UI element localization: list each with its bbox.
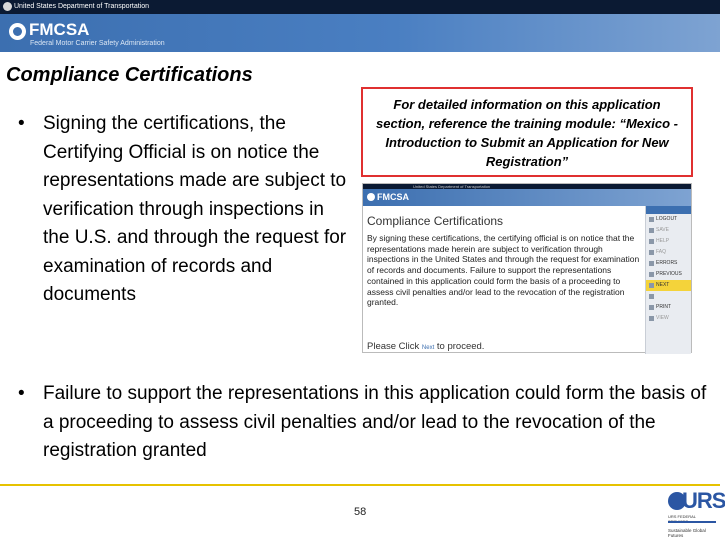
prompt-text-before: Please Click <box>367 341 420 352</box>
sidebar-item-faq[interactable]: FAQ <box>646 247 691 258</box>
fmcsa-brand: FMCSA <box>29 20 90 39</box>
prompt-text-after: to proceed. <box>436 341 485 352</box>
page-number: 58 <box>354 506 367 518</box>
sidebar-item-save[interactable]: SAVE <box>646 225 691 236</box>
screenshot-department: United States Department of Transportation <box>413 184 491 189</box>
training-reference-callout: For detailed information on this application section, reference the training module: “Mexico - Introduction to Submit an Application for New Registration” <box>361 87 693 177</box>
urs-logo-line2: Sustainable Global Futures <box>668 528 706 538</box>
sidebar-item-errors[interactable]: ERRORS <box>646 258 691 269</box>
bullet-icon: • <box>18 113 25 134</box>
dot-seal-icon <box>3 2 12 11</box>
urs-logo-text: URS <box>682 488 725 513</box>
screenshot-banner <box>363 189 691 206</box>
fmcsa-tagline: Federal Motor Carrier Safety Administration <box>30 40 165 47</box>
urs-logo-line1: URS FEDERAL <box>668 514 696 519</box>
screenshot-title: Compliance Certifications <box>367 214 504 228</box>
fmcsa-logo-icon <box>9 23 26 40</box>
urs-logo-bar <box>668 521 716 523</box>
urs-logo <box>668 488 725 538</box>
bullet-item <box>18 380 708 466</box>
footer-divider <box>0 484 720 486</box>
screenshot-text: By signing these certifications, the certifying official is on notice that the representations made herein are subject to verification through inspections in the United States and through the request for examination of records and documents. Failure to support the representations contained in this application could form the basis of a proceeding to assess civil penalties and/or lead to the revocation of the registration granted. <box>367 233 640 308</box>
screenshot-brand: FMCSA <box>377 192 409 202</box>
department-label: United States Department of Transportation <box>14 3 150 10</box>
fmcsa-banner <box>0 14 720 52</box>
bullet-icon: • <box>18 383 25 404</box>
sidebar-item-view[interactable]: VIEW <box>646 313 691 324</box>
sidebar-item-previous[interactable]: PREVIOUS <box>646 269 691 280</box>
screenshot-logo-icon <box>367 193 375 201</box>
bullet-text: Signing the certifications, the Certifying Official is on notice the representations made are subject to verification through inspections in the U.S. and through the request for examination of records and documents <box>43 113 347 305</box>
sidebar-header <box>646 206 691 214</box>
screenshot-content <box>367 214 643 308</box>
bullet-item <box>18 110 348 310</box>
sidebar-item-logout[interactable]: LOGOUT <box>646 214 691 225</box>
screenshot-sidebar <box>645 206 691 354</box>
next-link[interactable]: Next <box>421 345 435 351</box>
sidebar-item-blank <box>646 291 691 302</box>
application-screenshot <box>362 183 692 353</box>
slide-title: Compliance Certifications <box>6 64 253 86</box>
screenshot-prompt <box>367 341 484 352</box>
sidebar-item-help[interactable]: HELP <box>646 236 691 247</box>
sidebar-item-next[interactable]: NEXT <box>646 280 691 291</box>
dot-header-bar <box>0 0 720 14</box>
sidebar-item-print[interactable]: PRINT <box>646 302 691 313</box>
bullet-text: Failure to support the representations in this application could form the basis of a proceeding to assess civil penalties and/or lead to the revocation of the registration granted <box>43 383 707 461</box>
